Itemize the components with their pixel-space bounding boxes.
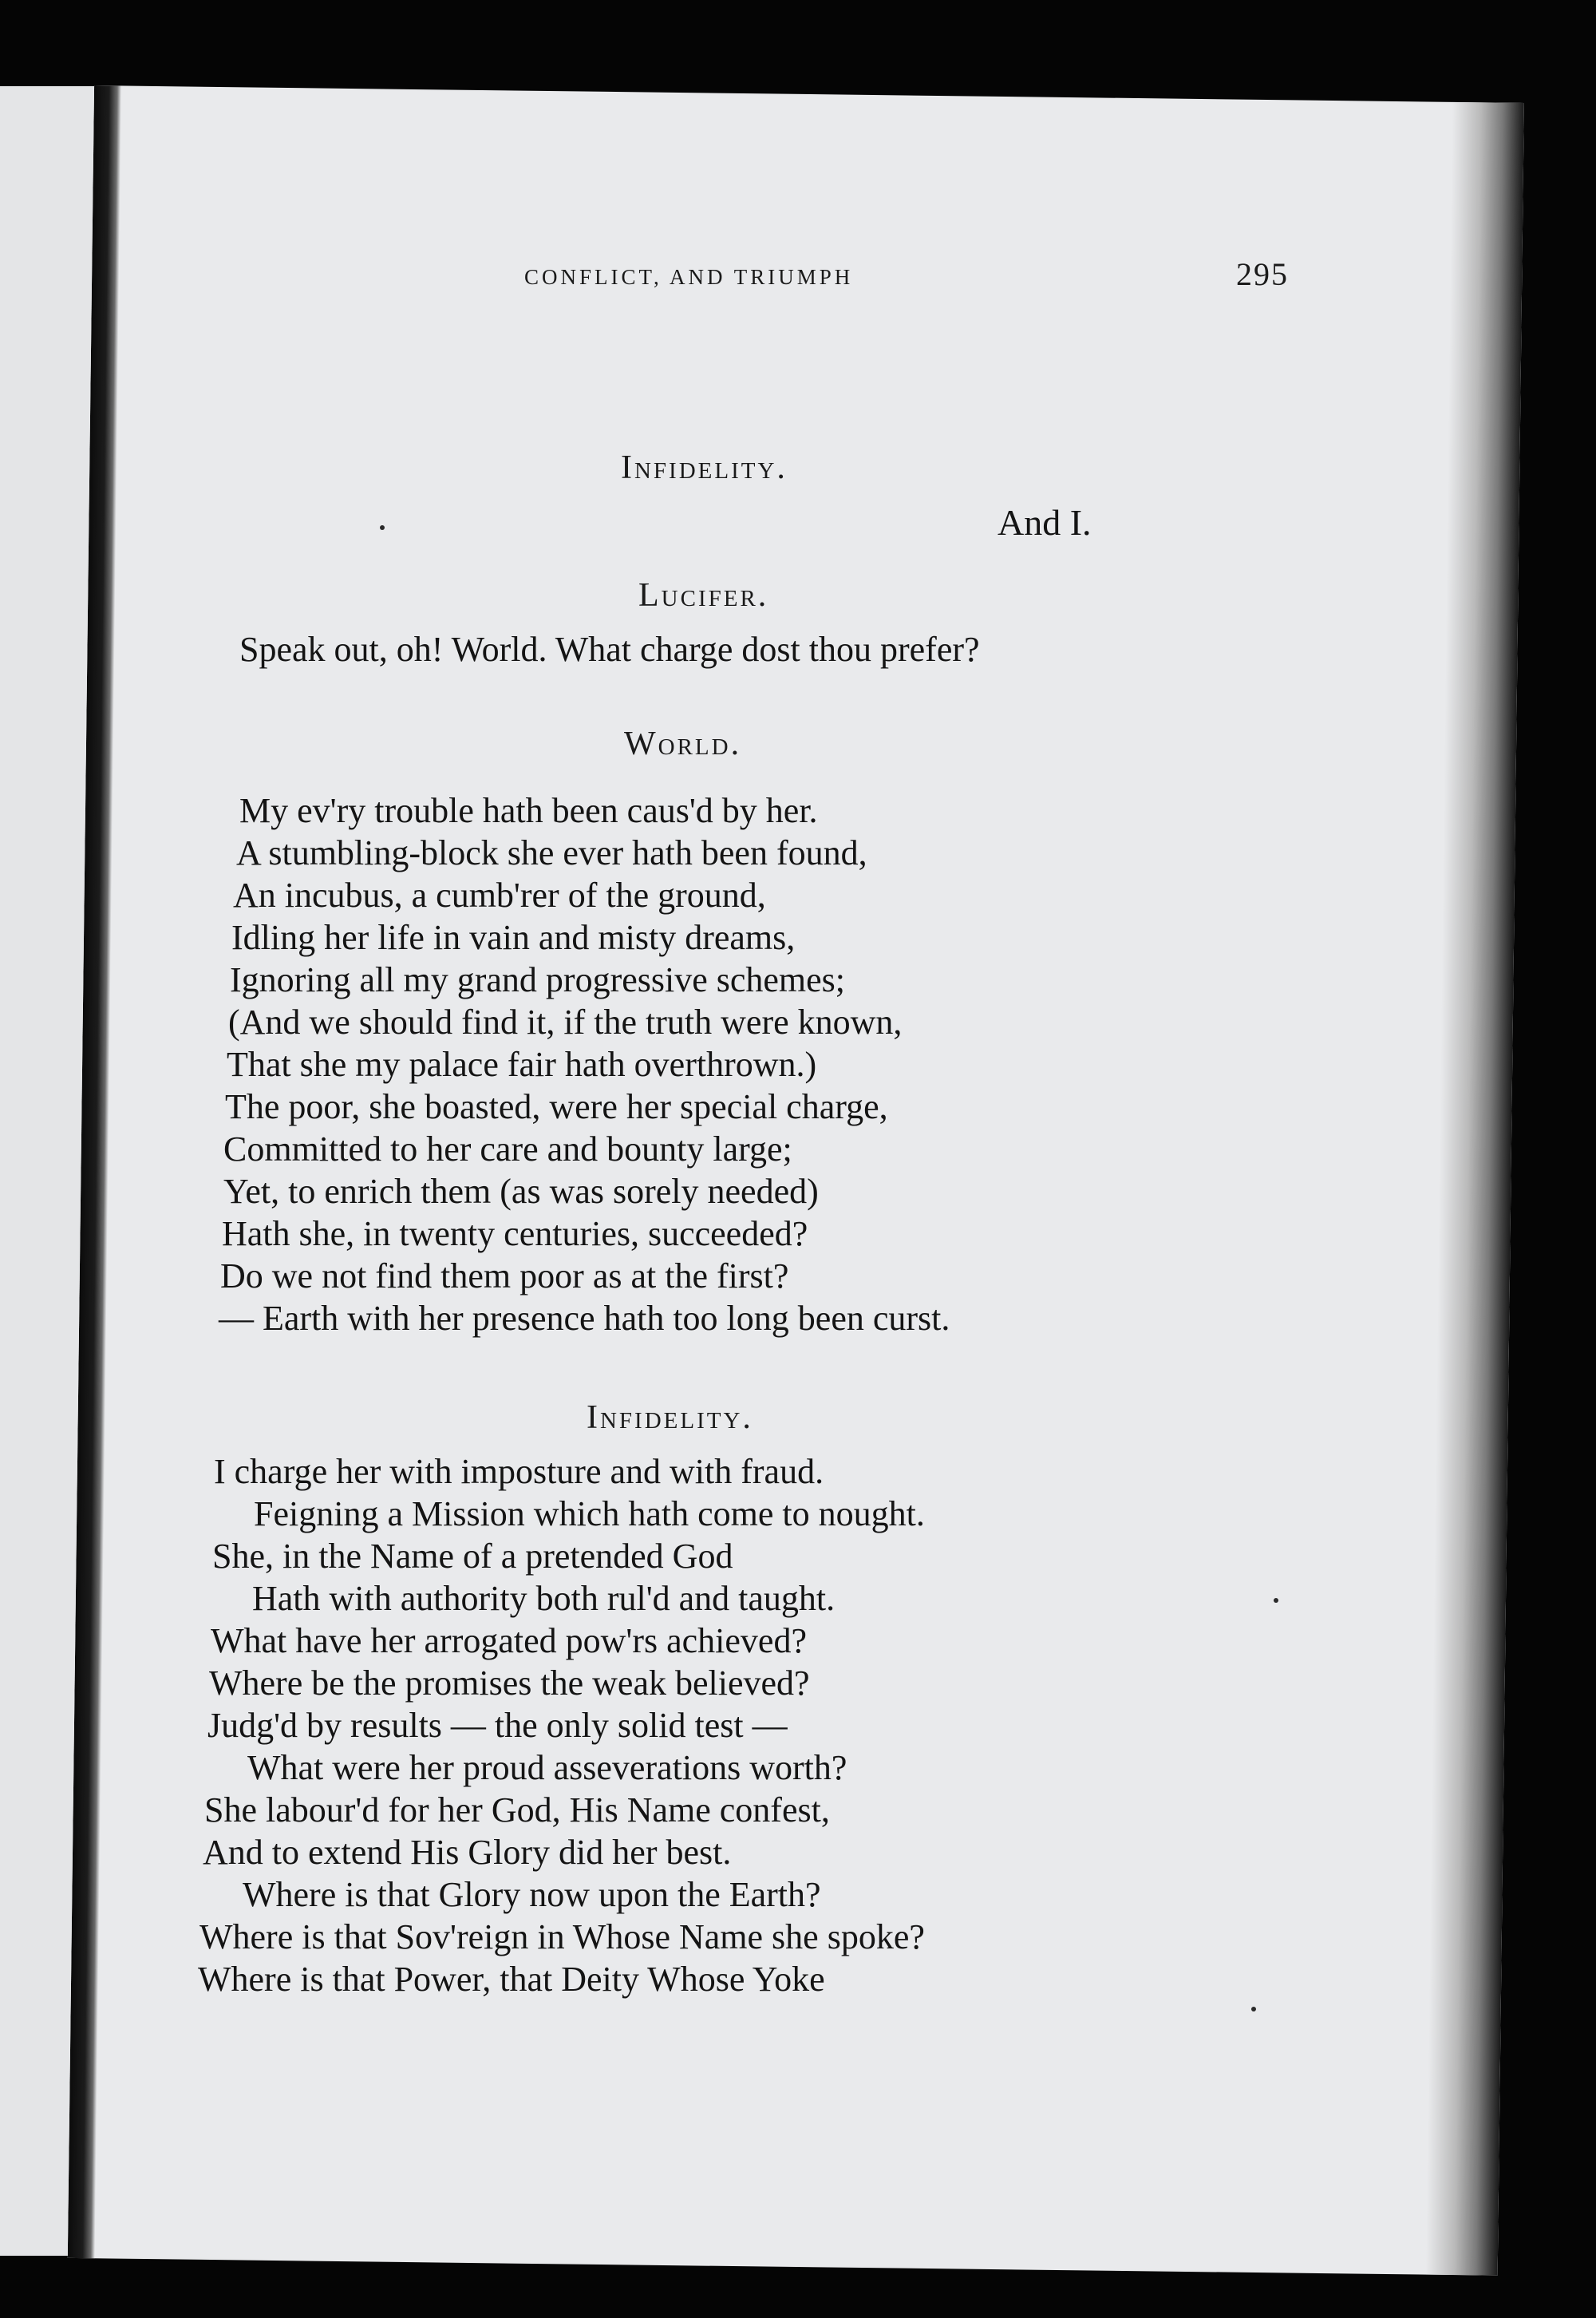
verse-line: Ignoring all my grand progressive schemes; bbox=[230, 960, 846, 999]
verse-line: A stumbling-block she ever hath been found, bbox=[236, 833, 867, 872]
verse-line: Speak out, oh! World. What charge dost thou prefer? bbox=[239, 630, 980, 669]
verse-line: Committed to her care and bounty large; bbox=[223, 1129, 792, 1169]
stray-mark bbox=[1251, 2007, 1256, 2011]
page-number: 295 bbox=[1236, 256, 1289, 292]
verse-line: What were her proud asseverations worth? bbox=[247, 1748, 847, 1787]
stray-mark bbox=[380, 525, 385, 530]
verse-line: Hath with authority both rul'd and taught. bbox=[252, 1579, 836, 1618]
verse-line: I charge her with imposture and with fraud. bbox=[214, 1452, 824, 1491]
running-title: CONFLICT, AND TRIUMPH bbox=[524, 265, 854, 289]
reply-line: And I. bbox=[998, 502, 1092, 543]
speaker-world: World. bbox=[624, 726, 742, 762]
verse-line: My ev'ry trouble hath been caus'd by her. bbox=[239, 791, 818, 830]
verse-line: And to extend His Glory did her best. bbox=[203, 1833, 732, 1872]
verse-line: Hath she, in twenty centuries, succeeded? bbox=[222, 1214, 808, 1253]
stray-mark bbox=[1274, 1598, 1278, 1603]
verse-line: Feigning a Mission which hath come to nought. bbox=[254, 1494, 925, 1533]
speaker-lucifer: Lucifer. bbox=[638, 577, 769, 614]
verse-line: Where is that Glory now upon the Earth? bbox=[243, 1875, 821, 1914]
verse-line: Idling her life in vain and misty dreams, bbox=[231, 918, 796, 957]
verse-line: — Earth with her presence hath too long been curst. bbox=[219, 1299, 950, 1338]
verse-line: Where is that Sov'reign in Whose Name she spoke? bbox=[200, 1917, 925, 1956]
verse-line: Where is that Power, that Deity Whose Yoke bbox=[198, 1960, 825, 1999]
verse-line: She labour'd for her God, His Name confest, bbox=[204, 1790, 830, 1829]
verse-line: That she my palace fair hath overthrown.) bbox=[227, 1045, 817, 1084]
verse-line: The poor, she boasted, were her special charge, bbox=[225, 1087, 888, 1126]
verse-line: An incubus, a cumb'rer of the ground, bbox=[233, 876, 766, 915]
running-header bbox=[427, 255, 1289, 303]
verse-line: She, in the Name of a pretended God bbox=[212, 1537, 733, 1576]
verse-line: Judg'd by results — the only solid test — bbox=[207, 1706, 788, 1745]
speaker-infidelity: Infidelity. bbox=[621, 449, 788, 486]
verse-line: Yet, to enrich them (as was sorely needed) bbox=[223, 1172, 819, 1211]
verse-line: What have her arrogated pow'rs achieved? bbox=[211, 1621, 807, 1660]
verse-line: Do we not find them poor as at the first? bbox=[220, 1256, 789, 1295]
page-edge-shadow bbox=[1426, 102, 1524, 2276]
verse-line: Where be the promises the weak believed? bbox=[209, 1663, 810, 1703]
verse-line: (And we should find it, if the truth were known, bbox=[228, 1003, 903, 1042]
speaker-infidelity: Infidelity. bbox=[587, 1399, 753, 1436]
